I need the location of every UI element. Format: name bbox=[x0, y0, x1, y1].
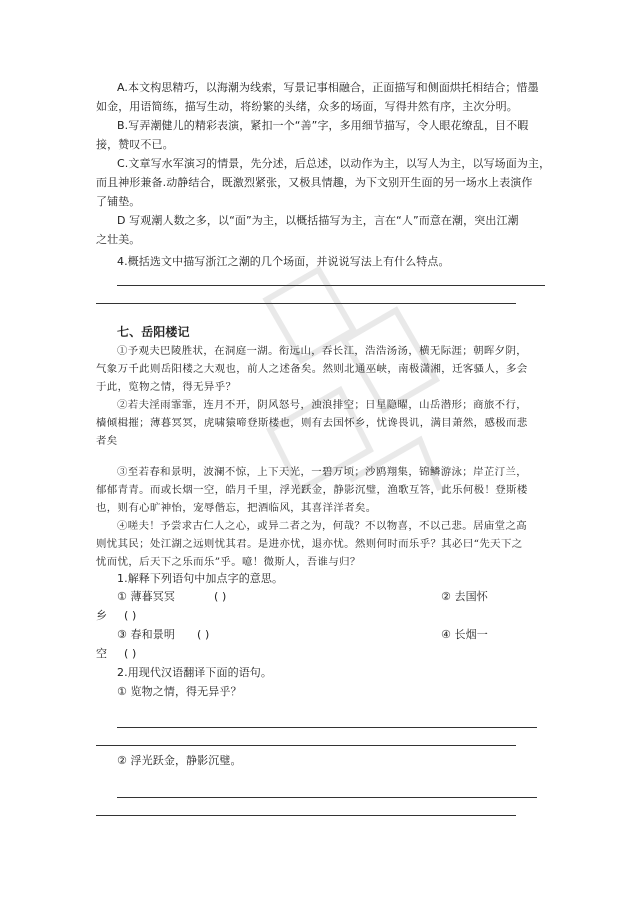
option-b-line1: B.写弄潮健儿的精彩表演，紧扣一个“善”字，多用细节描写，令人眼花缭乱，目不暇 bbox=[117, 119, 529, 132]
passage-line: 于此，览物之情，得无异乎？ bbox=[96, 381, 237, 393]
q2-item-1: ① 览物之情，得无异乎？ bbox=[117, 685, 242, 698]
option-a-line2: 如金，用语简练，描写生动，将纷繁的头绪，众多的场面，写得井然有序，主次分明。 bbox=[96, 100, 518, 113]
option-c-line3: 了铺垫。 bbox=[96, 195, 141, 208]
q2-item-2: ② 浮光跃金，静影沉璧。 bbox=[117, 754, 242, 767]
passage-line: 郁郁青青。而或长烟一空，皓月千里，浮光跃金，静影沉璧，渔歌互答，此乐何极！登斯楼 bbox=[96, 484, 528, 496]
q1-item-4-cont: 空 bbox=[96, 647, 108, 660]
passage-line: ①予观夫巴陵胜状，在洞庭一湖。衔远山，吞长江，浩浩汤汤，横无际涯；朝晖夕阴， bbox=[117, 345, 528, 357]
passage-line: 也，则有心旷神怡，宠辱偕忘，把酒临风，其喜洋洋者矣。 bbox=[96, 502, 377, 514]
passage-line: ②若夫淫雨霏霏，连月不开，阴风怒号，浊浪排空；日星隐曜，山岳潜形；商旅不行， bbox=[117, 399, 528, 411]
option-d-line2: 之壮美。 bbox=[96, 233, 141, 246]
answer-line bbox=[96, 303, 516, 304]
q1-blank-4[interactable]: ( ) bbox=[124, 647, 137, 660]
option-b-line2: 接，赞叹不已。 bbox=[96, 138, 174, 151]
passage-line: 忧而忧，后天下之乐而乐”乎。噫！微斯人，吾谁与归？ bbox=[96, 556, 361, 568]
q1-item-4: ④ 长烟一 bbox=[441, 628, 488, 641]
answer-line bbox=[117, 727, 537, 728]
answer-line bbox=[96, 745, 516, 746]
passage-line: 气象万千此则岳阳楼之大观也，前人之述备矣。然则北通巫峡，南极潇湘，迁客骚人，多会 bbox=[96, 363, 528, 375]
q1-item-1: ① 薄暮冥冥 bbox=[117, 590, 175, 603]
passage-line: ④嗟夫！予尝求古仁人之心，或异二者之为，何哉？不以物喜，不以己悲。居庙堂之高 bbox=[117, 520, 528, 532]
passage-line: 则忧其民；处江湖之远则忧其君。是进亦忧，退亦忧。然则何时而乐乎？其必曰“先天下之 bbox=[96, 538, 523, 550]
passage-line: ③至若春和景明，波澜不惊，上下天光，一碧万顷；沙鸥翔集，锦鳞游泳；岸芷汀兰， bbox=[117, 466, 528, 478]
q1-item-2: ② 去国怀 bbox=[441, 590, 488, 603]
q1-item-3: ③ 春和景明 bbox=[117, 628, 175, 641]
section-title: 七、岳阳楼记 bbox=[117, 325, 190, 339]
question-1-title: 1.解释下列语句中加点字的意思。 bbox=[117, 572, 284, 585]
answer-line bbox=[96, 815, 516, 816]
passage-line: 者矣 bbox=[96, 435, 118, 447]
answer-line bbox=[117, 797, 537, 798]
answer-line bbox=[117, 285, 545, 286]
question-4: 4.概括选文中描写浙江之潮的几个场面，并说说写法上有什么特点。 bbox=[117, 255, 450, 268]
option-c-line2: 而且神形兼备.动静结合，既激烈紧张，又极具情趣，为下文别开生面的另一场水上表演作 bbox=[96, 176, 533, 189]
option-c-line1: C.文章写水军演习的情景，先分述，后总述，以动作为主，以写人为主，以写场面为主， bbox=[117, 157, 551, 170]
option-a-line1: A.本文构思精巧，以海潮为线索，写景记事相融合，正面描写和侧面烘托相结合；惜墨 bbox=[117, 81, 539, 94]
q1-blank-1[interactable]: ( ) bbox=[214, 590, 227, 603]
q1-blank-3[interactable]: ( ) bbox=[197, 628, 210, 641]
question-2-title: 2.用现代汉语翻译下面的语句。 bbox=[117, 666, 272, 679]
option-d-line1: D 写观潮人数之多，以“面”为主，以概括描写为主，言在“人”而意在潮，突出江潮 bbox=[117, 214, 519, 227]
passage-line: 樯倾楫摧；薄暮冥冥，虎啸猿啼登斯楼也，则有去国怀乡，忧谗畏讥，满目萧然，感极而悲 bbox=[96, 417, 528, 429]
q1-blank-2[interactable]: ( ) bbox=[124, 609, 137, 622]
q1-item-2-cont: 乡 bbox=[96, 609, 108, 622]
